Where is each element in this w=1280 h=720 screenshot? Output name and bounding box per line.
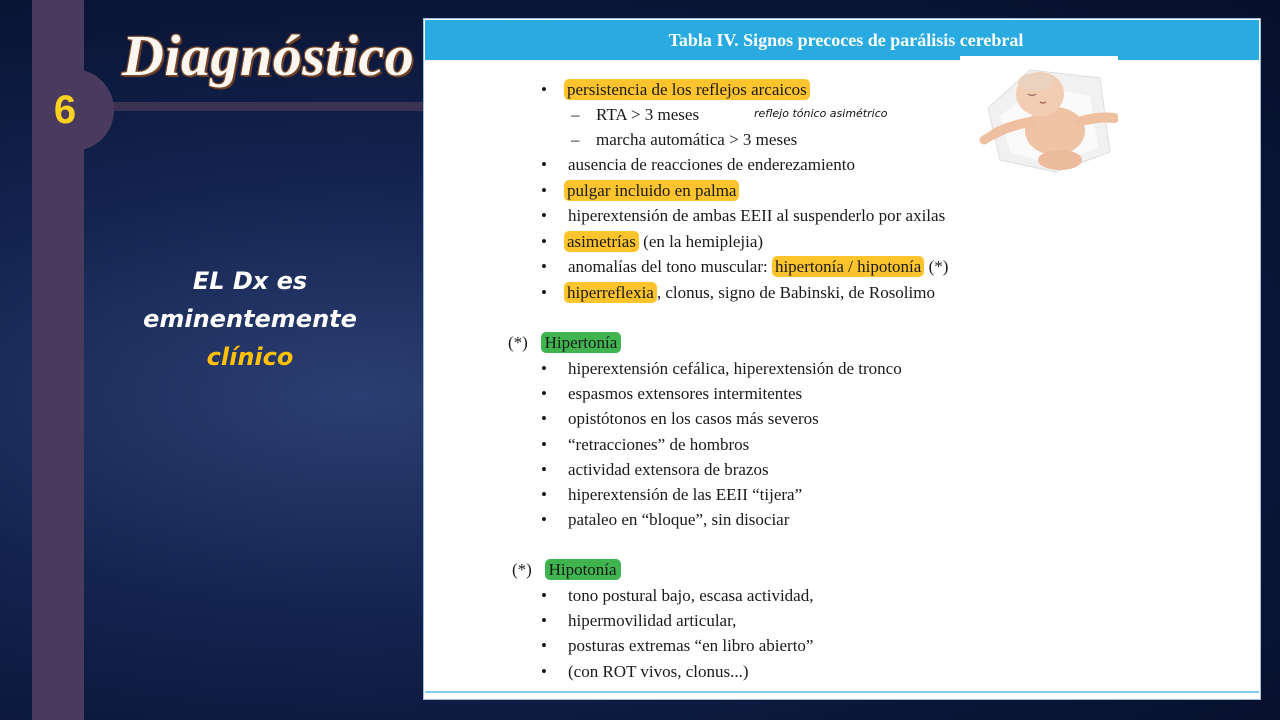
list-item: pataleo en “bloque”, sin disociar: [568, 510, 790, 530]
list-item: opistótonos en los casos más severos: [568, 409, 819, 429]
bullet-dot: •: [541, 155, 547, 174]
list-item: hiperextensión cefálica, hiperextensión de tronco: [568, 359, 902, 378]
clinical-claim: [110, 262, 390, 376]
bullet-dot: •: [541, 384, 547, 404]
list-item: actividad extensora de brazos: [568, 459, 769, 479]
annotation-note: reflejo tónico asimétrico: [754, 107, 888, 120]
bullet-dot: •: [541, 181, 547, 200]
claim-line-3: clínico: [206, 343, 294, 371]
table-header: [425, 20, 1259, 60]
list-item: asimetrías (en la hemiplejia): [564, 231, 763, 253]
bullet-dot: •: [541, 257, 547, 276]
bullet-dot: •: [541, 232, 547, 251]
bullet-dot: •: [541, 459, 547, 479]
list-item: anomalías del tono muscular: hipertonía / hipotonía (*): [568, 257, 949, 276]
list-item: hiperreflexia , clonus, signo de Babinski, de Rosolimo: [564, 282, 935, 304]
dash-mark: –: [571, 105, 580, 124]
claim-line-1: EL Dx es: [192, 267, 308, 295]
list-item: hiperextensión de ambas EEII al suspenderlo por axilas: [568, 206, 946, 225]
list-item: (con ROT vivos, clonus...): [568, 661, 749, 681]
baby-photo: [960, 56, 1118, 176]
bullet-dot: •: [541, 409, 547, 429]
list-item: tono postural bajo, escasa actividad,: [568, 586, 814, 605]
title-underline-bar: [84, 102, 426, 111]
list-item: espasmos extensores intermitentes: [568, 384, 803, 404]
list-subitem: marcha automática > 3 meses: [596, 130, 798, 149]
baby-illustration-icon: [960, 56, 1118, 176]
bullet-dot: •: [541, 485, 547, 504]
list-item: ausencia de reacciones de enderezamiento: [568, 155, 855, 174]
slide-title: Diagnóstico: [122, 23, 415, 88]
dash-mark: –: [571, 130, 580, 149]
bullet-dot: •: [541, 611, 547, 631]
bullet-dot: •: [541, 586, 547, 605]
slide-number-tab: [32, 69, 114, 151]
bullet-dot: •: [541, 283, 547, 302]
table-bottom-rule: [425, 691, 1259, 693]
bullet-dot: •: [541, 359, 547, 378]
slide-number: 6: [53, 87, 77, 132]
signs-table-panel: [423, 18, 1261, 700]
bullet-dot: •: [541, 510, 547, 530]
bullet-dot: •: [541, 80, 547, 99]
list-item: hiperextensión de las EEII “tijera”: [568, 485, 803, 504]
hipertonia-heading: (*) Hipertonía: [508, 332, 621, 354]
bullet-dot: •: [541, 636, 547, 656]
claim-line-2: eminentemente: [143, 305, 357, 333]
list-item: hipermovilidad articular,: [568, 611, 737, 631]
table-title: Tabla IV. Signos precoces de parálisis cerebral: [668, 29, 1024, 50]
bullet-dot: •: [541, 206, 547, 225]
bullet-dot: •: [541, 661, 547, 681]
list-item: persistencia de los reflejos arcaicos: [564, 79, 810, 101]
bullet-dot: •: [541, 434, 547, 454]
list-item: posturas extremas “en libro abierto”: [568, 636, 814, 656]
list-subitem: RTA > 3 meses: [596, 105, 700, 124]
list-item: pulgar incluido en palma: [564, 180, 739, 202]
list-item: “retracciones” de hombros: [568, 434, 750, 454]
hipotonia-heading: (*) Hipotonía: [512, 559, 621, 581]
